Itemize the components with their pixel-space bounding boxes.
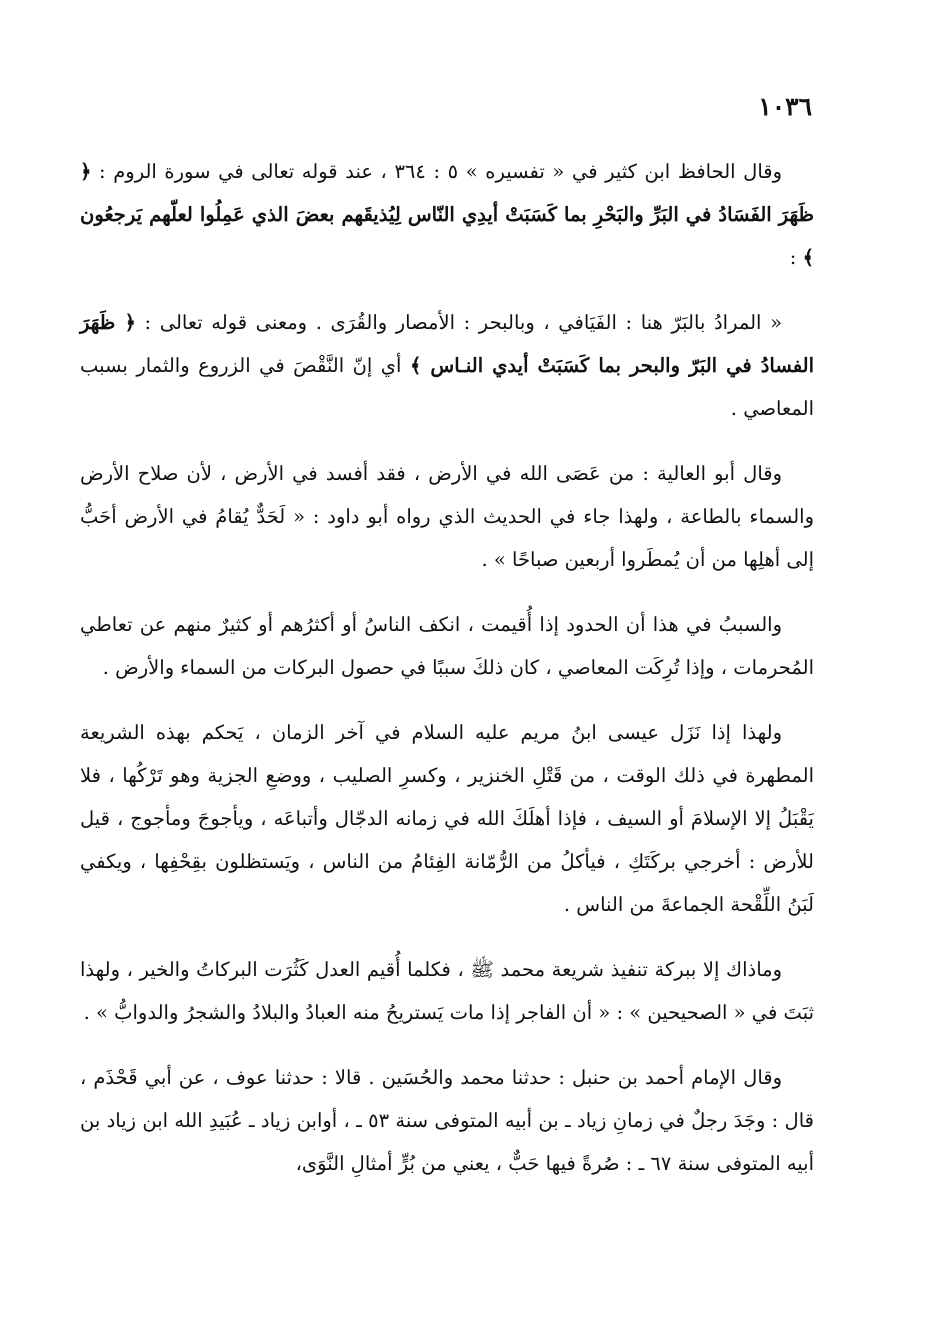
paragraph-text: وقال الحافظ ابن كثير في « تفسيره » ٥ : ٣٦٤ ، عند قوله تعالى في سورة الروم : — [91, 160, 782, 183]
paragraph-text: أي إنّ النَّقْصَ في الزروع والثمار بسبب المعاصي . — [80, 354, 814, 420]
paragraph-ibn-kathir-quote — [80, 150, 814, 279]
paragraph-text: وقال أبو العالية : من عَصَى الله في الأرض ، فقد أفسد في الأرض ، لأن صلاح الأرض والسماء بالطاعة ، ولهذا جاء في الحديث الذي رواه أبو داود : « لَحَدٌّ يُقامُ في الأرض أحَبُّ إلى أهلِها من أن يُمطَروا أربعين صباحًا » . — [80, 462, 814, 571]
quran-verse: ﴿ ظَهَرَ الفسادُ في البَرّ والبحر بما كَسَبَتْ أيدي النـاس ﴾ — [80, 311, 814, 377]
paragraph-text: وماذاك إلا ببركة تنفيذ شريعة محمد ﷺ ، فكلما أُقيم العدل كَثُرَت البركاتُ والخير ، ولهذا ثبَتَ في « الصحيحين » : « أن الفاجر إذا مات يَستريحُ منه العبادُ والبلادُ والشجرُ والدوابُّ » . — [80, 958, 814, 1024]
paragraph-isa — [80, 711, 814, 926]
paragraph-blessing — [80, 948, 814, 1034]
paragraph-text: وقال الإمام أحمد بن حنبل : حدثنا محمد والحُسَين . قالا : حدثنا عوف ، عن أبي قَحْذَم ، قال : وجَدَ رجلٌ في زمانِ زياد ـ بن أبيه المتوفى سنة ٥٣ ـ ، أوابن زياد ـ عُبَيدِ الله ابن زياد بن أبيه المتوفى سنة ٦٧ ـ : صُرةً فيها حَبٌّ ، يعني من بُرٍّ أمثالِ النَّوَى، — [80, 1066, 814, 1175]
paragraph-imam-ahmad — [80, 1056, 814, 1185]
paragraph-reason — [80, 603, 814, 689]
paragraph-text: : — [789, 246, 803, 269]
page-number: ١٠٣٦ — [758, 92, 812, 121]
body-text — [80, 150, 814, 1207]
paragraph-text: والسببُ في هذا أن الحدود إذا أُقيمت ، انكف الناسُ أو أكثرُهم أو كثيرٌ منهم عن تعاطي المُحرمات ، وإذا تُرِكَت المعاصي ، كان ذلكَ سببًا في حصول البركات من السماء والأرض . — [80, 613, 814, 679]
paragraph-text: « المرادُ بالبَرّ هنا : الفَيَافي ، وبالبحر : الأمصار والقُرَى . ومعنى قوله تعالى : — [135, 311, 783, 334]
quran-verse: ﴿ ظَهَرَ الفَسَادُ في البَرِّ والبَحْرِ بما كَسَبَتْ أيدِي النّاس لِيُذيقَهم بعضَ الذي عَمِلُوا لعلّهم يَرجعُون ﴾ — [80, 160, 814, 269]
paragraph-text: ولهذا إذا نَزَل عيسى ابنُ مريم عليه السلام في آخر الزمان ، يَحكم بهذه الشريعة المطهرة في ذلك الوقت ، من قَتْلِ الخنزير ، وكسرِ الصليب ، ووضعِ الجزية وهو تَرْكُها ، فلا يَقْبَلُ إلا الإسلامَ أو السيف ، فإذا أهلَكَ الله في زمانه الدجّال وأتباعَه ، ويأجوجَ ومأجوج ، قيل للأرض : أخرجي بركَتَكِ ، فيأكلُ من الرُّمّانة الفِئامُ من الناس ، ويَستظلون بقِحْفِها ، ويكفي لَبَنُ اللِّقْحة الجماعةَ من الناس . — [80, 721, 814, 916]
paragraph-abu-al-aliya — [80, 452, 814, 581]
paragraph-meaning — [80, 301, 814, 430]
